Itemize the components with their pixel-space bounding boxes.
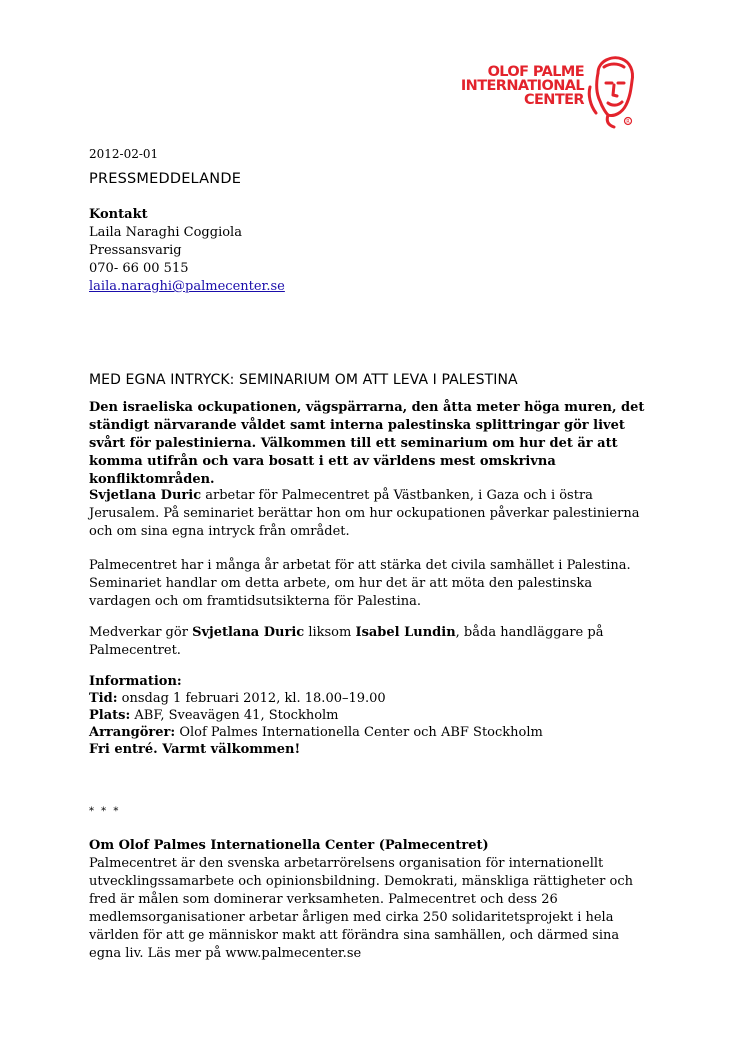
event-information xyxy=(89,673,655,758)
participants-outro: , båda handläggare på Palmecentret. xyxy=(89,625,604,658)
participants-intro: Medverkar gör xyxy=(89,625,193,640)
contact-email-link[interactable]: laila.naraghi@palmecenter.se xyxy=(89,279,285,294)
place-value: ABF, Sveavägen 41, Stockholm xyxy=(130,708,339,723)
time-label: Tid: xyxy=(89,691,118,706)
contact-heading: Kontakt xyxy=(89,207,148,222)
contact-name: Laila Naraghi Coggiola xyxy=(89,225,242,240)
contact-role: Pressansvarig xyxy=(89,243,182,258)
speaker-description: arbetar för Palmecentret på Västbanken, i Gaza och i östra Jerusalem. På seminariet berättar hon om hur ockupationen påverkar palestinierna och om sina egna intryck från området. xyxy=(89,488,640,539)
headline: MED EGNA INTRYCK: SEMINARIUM OM ATT LEVA I PALESTINA xyxy=(89,372,518,388)
release-date: 2012-02-01 xyxy=(89,147,159,161)
palme-center-logo xyxy=(462,53,640,129)
paragraph-background: Palmecentret har i många år arbetat för att stärka det civila samhället i Palestina. Seminariet handlar om detta arbete, om hur det är att möta den palestinska vardagen och om framtidsutsikterna för Palestina. xyxy=(89,558,631,609)
participant-name-1: Svjetlana Duric xyxy=(192,625,305,640)
logo-line-2: INTERNATIONAL xyxy=(460,78,584,94)
document-type: PRESSMEDDELANDE xyxy=(89,171,242,187)
organizers-label: Arrangörer: xyxy=(89,725,176,740)
logo-line-1: OLOF PALME xyxy=(487,64,584,80)
time-value: onsdag 1 februari 2012, kl. 18.00–19.00 xyxy=(117,691,386,706)
paragraph-speaker xyxy=(89,487,655,541)
contact-phone: 070- 66 00 515 xyxy=(89,261,189,276)
info-organizers xyxy=(89,724,655,741)
organizers-value: Olof Palmes Internationella Center och ABF Stockholm xyxy=(175,725,543,740)
section-separator: * * * xyxy=(89,806,121,817)
contact-block xyxy=(89,206,649,296)
svg-text:R: R xyxy=(626,119,630,125)
paragraph-participants xyxy=(89,624,655,660)
palme-portrait-icon xyxy=(584,53,640,129)
lead-paragraph: Den israeliska ockupationen, vägspärrarna, den åtta meter höga muren, det ständigt närvarande våldet samt interna palestinska splittringar gör livet svårt för palestinierna. Välkommen till ett seminarium om hur det är att komma utifrån och vara bosatt i ett av världens mest omskrivna konfliktområden. xyxy=(89,400,645,487)
info-heading: Information: xyxy=(89,674,182,689)
place-label: Plats: xyxy=(89,708,131,723)
participant-name-2: Isabel Lundin xyxy=(355,625,456,640)
logo-wordmark xyxy=(461,65,584,107)
logo-line-3: CENTER xyxy=(523,92,584,108)
info-place xyxy=(89,707,655,724)
about-text: Palmecentret är den svenska arbetarrörelsens organisation för internationellt utvecklingssamarbete och opinionsbildning. Demokrati, mänskliga rättigheter och fred är målen som dominerar verksamheten. Palmecentret och dess 26 medlemsorganisationer arbetar årligen med cirka 250 solidaritetsprojekt i hela världen för att ge människor makt att förändra sina samhällen, och därmed sina egna liv. Läs mer på www.palmecenter.se xyxy=(89,856,634,961)
info-time xyxy=(89,690,655,707)
participants-join: liksom xyxy=(304,625,356,640)
about-organization xyxy=(89,837,655,963)
info-closing: Fri entré. Varmt välkommen! xyxy=(89,742,301,757)
speaker-name: Svjetlana Duric xyxy=(89,488,202,503)
about-heading: Om Olof Palmes Internationella Center (Palmecentret) xyxy=(89,838,489,853)
